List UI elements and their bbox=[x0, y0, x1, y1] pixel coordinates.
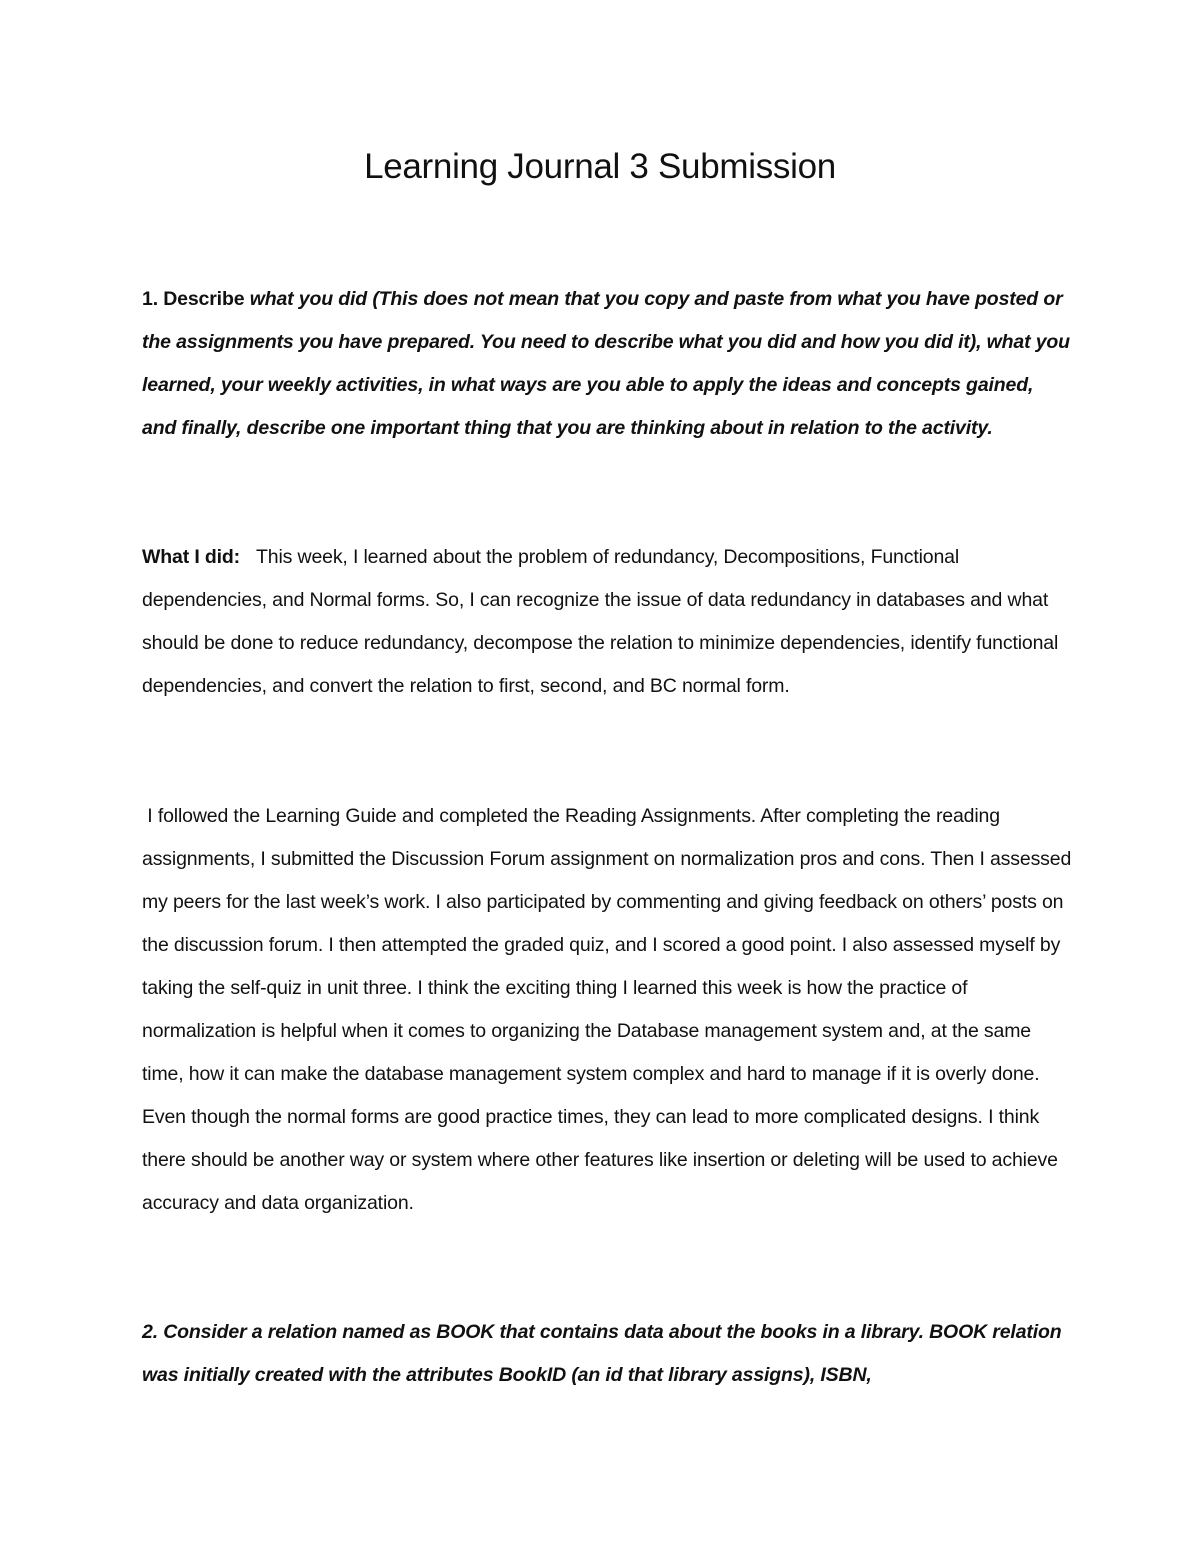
page-title: Learning Journal 3 Submission bbox=[364, 147, 836, 186]
answer-1-label: What I did: bbox=[142, 546, 240, 568]
question-1 bbox=[142, 278, 1072, 450]
answer-1-paragraph-2: I followed the Learning Guide and completed the Reading Assignments. After completing the reading assignments, I submitted the Discussion Forum assignment on normalization pros and cons. Then I assessed my peers for the last week’s work. I also participated by commenting and giving feedback on others’ posts on the discussion forum. I then attempted the graded quiz, and I scored a good point. I also assessed myself by taking the self-quiz in unit three. I think the exciting thing I learned this week is how the practice of normalization is helpful when it comes to organizing the Database management system and, at the same time, how it can make the database management system complex and hard to manage if it is overly done. Even though the normal forms are good practice times, they can lead to more complicated designs. I think there should be another way or system where other features like insertion or deleting will be used to achieve accuracy and data organization. bbox=[142, 805, 1077, 1214]
answer-1-text: This week, I learned about the problem of redundancy, Decompositions, Functional dependencies, and Normal forms. So, I can recognize the issue of data redundancy in databases and what should be done to reduce redundancy, decompose the relation to minimize dependencies, identify functional dependencies, and convert the relation to first, second, and BC normal form. bbox=[142, 546, 1059, 697]
question-2: 2. Consider a relation named as BOOK that contains data about the books in a library. BOOK relation was initially created with the attributes BookID (an id that library assigns), ISBN, bbox=[142, 1321, 1062, 1386]
question-1-prefix: 1. Describe bbox=[142, 288, 250, 310]
answer-1 bbox=[142, 536, 1072, 708]
question-1-prompt: what you did (This does not mean that you copy and paste from what you have posted or the assignments you have prepared. You need to describe what you did and how you did it), what you learned, your weekly activities, in what ways are you able to apply the ideas and concepts gained, and finally, describe one important thing that you are thinking about in relation to the activity. bbox=[142, 288, 1070, 439]
